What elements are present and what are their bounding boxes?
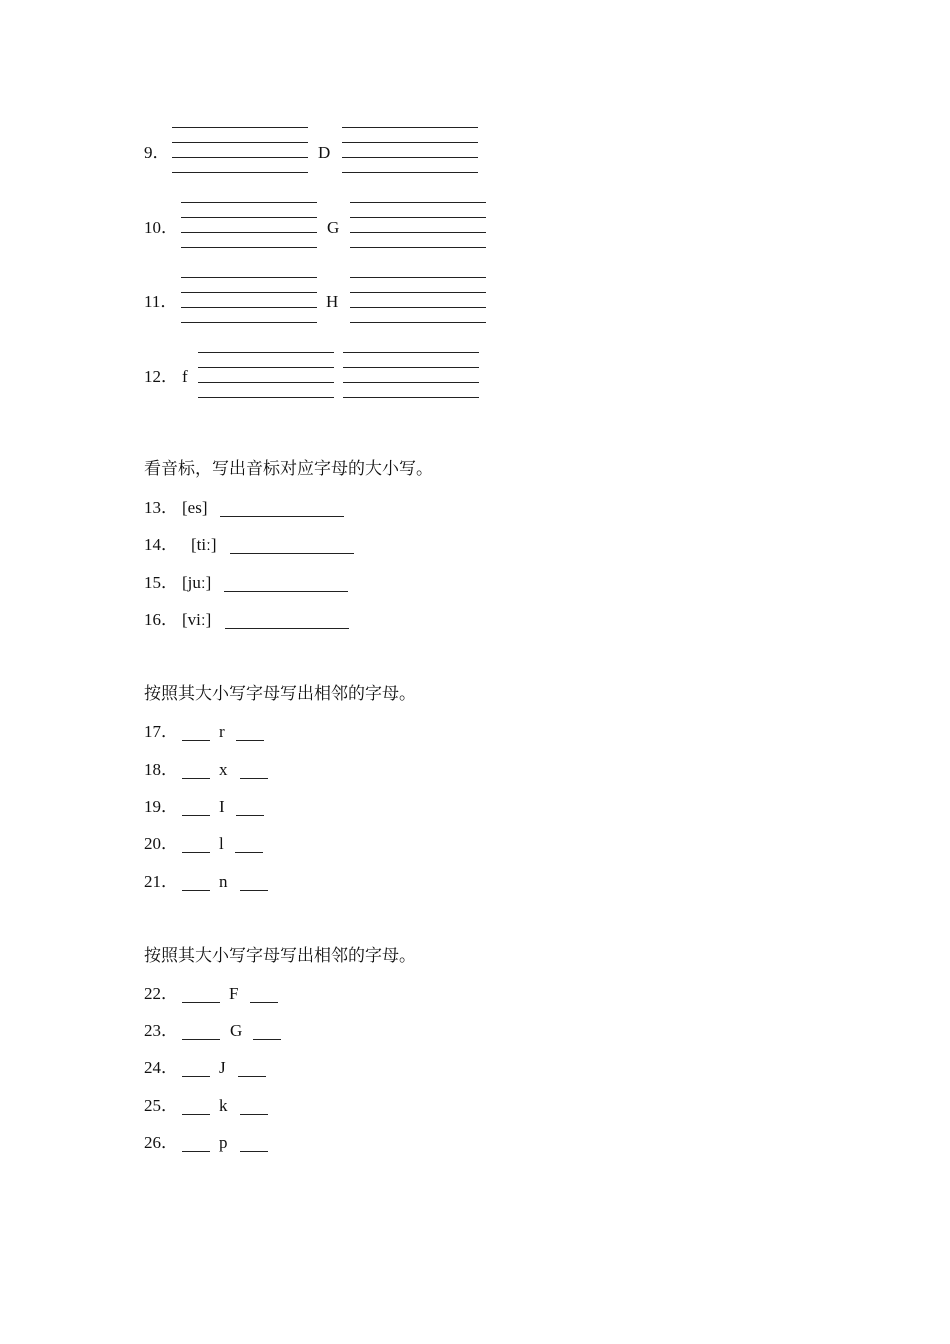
answer-blank-before[interactable]	[182, 1039, 220, 1040]
item-number: 26．	[144, 1133, 178, 1152]
given-letter: F	[229, 984, 239, 1003]
item-number: 22．	[144, 984, 178, 1003]
item-number: 20．	[144, 834, 178, 853]
given-letter: J	[219, 1058, 226, 1077]
given-letter: k	[219, 1096, 228, 1115]
answer-blank-after[interactable]	[253, 1039, 281, 1040]
section-heading-neighbors-2: 按照其大小写字母写出相邻的字母。	[144, 946, 416, 965]
answer-blank[interactable]	[224, 591, 348, 592]
given-letter: l	[219, 834, 224, 853]
phonetic-symbol: [tiː]	[191, 535, 217, 554]
item-number: 12．	[144, 367, 178, 386]
answer-blank-before[interactable]	[182, 815, 210, 816]
given-letter: G	[230, 1021, 243, 1040]
answer-blank-before[interactable]	[182, 1002, 220, 1003]
target-letter: G	[327, 218, 340, 237]
answer-blank-before[interactable]	[182, 778, 210, 779]
answer-blank-after[interactable]	[236, 815, 264, 816]
item-number: 25．	[144, 1096, 178, 1115]
section-heading-neighbors-1: 按照其大小写字母写出相邻的字母。	[144, 684, 416, 703]
answer-blank-after[interactable]	[250, 1002, 278, 1003]
target-letter: D	[318, 143, 331, 162]
given-letter: p	[219, 1133, 228, 1152]
writing-lines-left[interactable]	[172, 127, 308, 175]
answer-blank-after[interactable]	[240, 1114, 268, 1115]
answer-blank-before[interactable]	[182, 1076, 210, 1077]
writing-lines-right[interactable]	[343, 352, 479, 400]
answer-blank-after[interactable]	[240, 778, 268, 779]
answer-blank-after[interactable]	[236, 740, 264, 741]
item-number: 19．	[144, 797, 178, 816]
answer-blank-before[interactable]	[182, 1114, 210, 1115]
answer-blank[interactable]	[220, 516, 344, 517]
answer-blank-before[interactable]	[182, 740, 210, 741]
writing-lines-left[interactable]	[181, 202, 317, 250]
answer-blank-after[interactable]	[240, 1151, 268, 1152]
given-letter: n	[219, 872, 228, 891]
writing-lines-right[interactable]	[342, 127, 478, 175]
given-letter: x	[219, 760, 228, 779]
item-number: 23．	[144, 1021, 178, 1040]
item-number: 16．	[144, 610, 178, 629]
writing-lines-left[interactable]	[198, 352, 334, 400]
section-heading-phonetic: 看音标，写出音标对应字母的大小写。	[144, 459, 433, 478]
writing-lines-right[interactable]	[350, 277, 486, 325]
item-number: 11．	[144, 292, 178, 311]
item-number: 15．	[144, 573, 178, 592]
item-number: 10．	[144, 218, 178, 237]
phonetic-symbol: [es]	[182, 498, 208, 517]
answer-blank-before[interactable]	[182, 1151, 210, 1152]
item-number: 13．	[144, 498, 178, 517]
answer-blank-after[interactable]	[235, 852, 263, 853]
answer-blank-before[interactable]	[182, 890, 210, 891]
writing-lines-left[interactable]	[181, 277, 317, 325]
writing-lines-right[interactable]	[350, 202, 486, 250]
item-number: 14．	[144, 535, 178, 554]
item-number: 21．	[144, 872, 178, 891]
target-letter: f	[182, 367, 188, 386]
item-number: 18．	[144, 760, 178, 779]
answer-blank[interactable]	[230, 553, 354, 554]
given-letter: I	[219, 797, 225, 816]
answer-blank-after[interactable]	[240, 890, 268, 891]
item-number: 24．	[144, 1058, 178, 1077]
answer-blank-after[interactable]	[238, 1076, 266, 1077]
item-number: 17．	[144, 722, 178, 741]
answer-blank[interactable]	[225, 628, 349, 629]
given-letter: r	[219, 722, 225, 741]
phonetic-symbol: [viː]	[182, 610, 212, 629]
target-letter: H	[326, 292, 339, 311]
phonetic-symbol: [juː]	[182, 573, 212, 592]
answer-blank-before[interactable]	[182, 852, 210, 853]
item-number: 9．	[144, 143, 170, 162]
